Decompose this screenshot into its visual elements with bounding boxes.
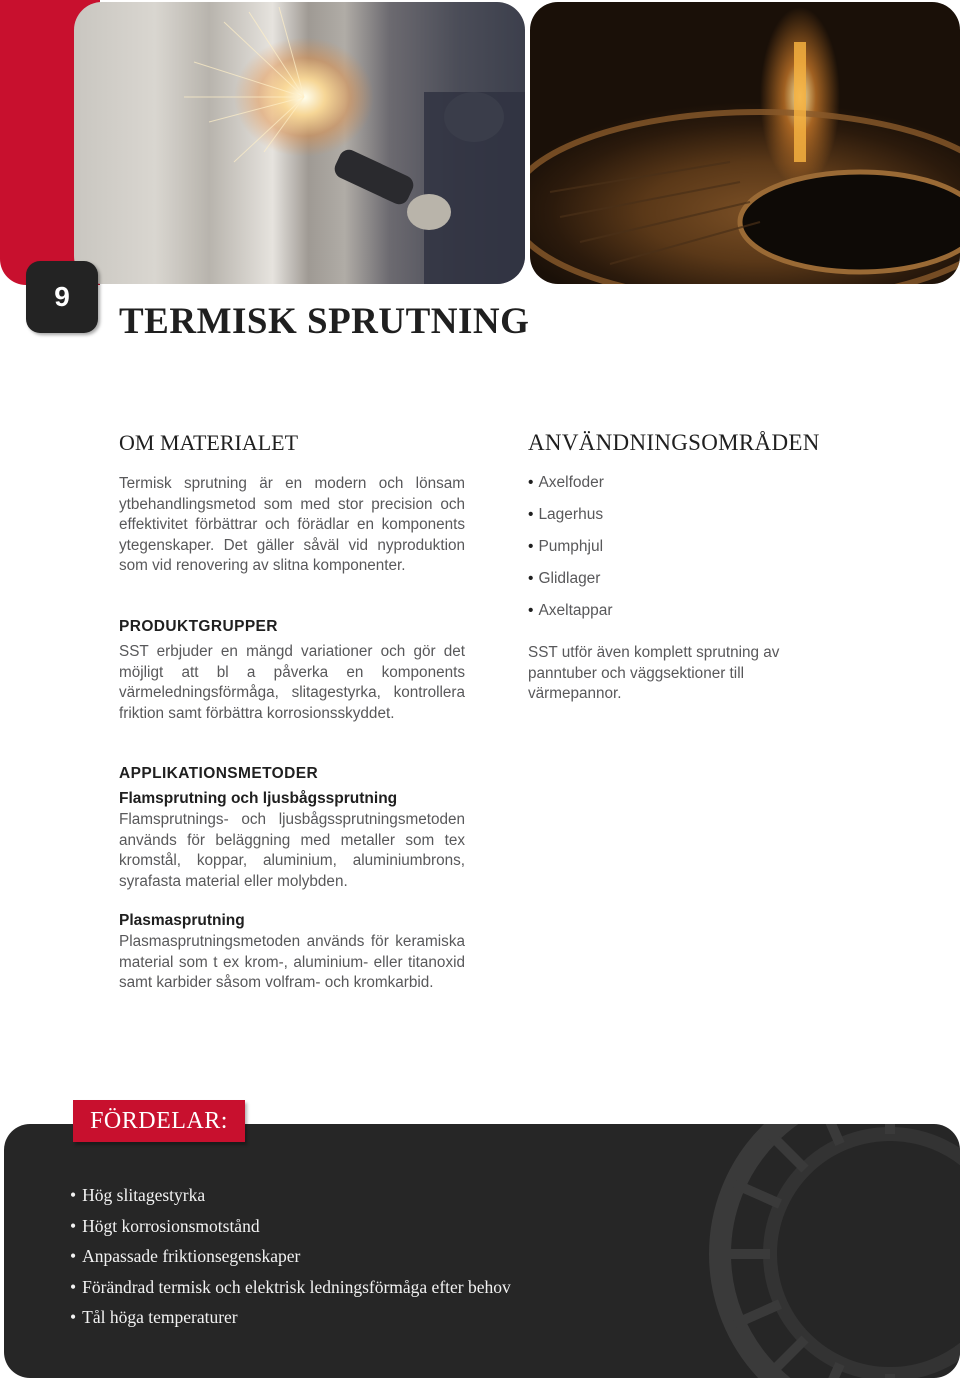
advantages-title: FÖRDELAR:	[90, 1107, 228, 1134]
flame-spraying-heading: Flamsprutning och ljusbågssprutning	[119, 790, 398, 807]
product-groups-paragraph: SST erbjuder en mängd variationer och gör det möjligt att bl a påverka en komponents värmeledningsförmåga, slitagestyrka, kontrollera friktion samt förbättra korrosionsskyddet.	[119, 643, 465, 722]
about-paragraph: Termisk sprutning är en modern och lönsam ytbehandlingsmetod som med stor precision och effektivitet förbättrar och förädlar en komponents ytegenskaper. Det gäller såväl vid nyproduktion som vid renovering av slitna komponenter.	[119, 475, 465, 575]
product-groups-heading: PRODUKTGRUPPER	[119, 618, 278, 635]
advantage-item: • Tål höga temperaturer	[70, 1306, 511, 1337]
plasma-spraying-paragraph: Plasmasprutningsmetoden används för keramiska material som t ex krom-, aluminium- eller titanoxid samt karbider såsom volfram- och kromkarbid.	[119, 933, 465, 992]
page-title: TERMISK SPRUTNING	[119, 301, 530, 342]
advantage-item: • Anpassade friktionsegenskaper	[70, 1245, 511, 1276]
advantages-title-tag	[73, 1100, 245, 1142]
advantage-item: • Högt korrosionsmotstånd	[70, 1215, 511, 1246]
usage-item: • Pumphjul	[528, 537, 858, 569]
usage-item: • Glidlager	[528, 569, 858, 601]
about-heading: OM MATERIALET	[119, 430, 299, 455]
advantage-item: • Hög slitagestyrka	[70, 1184, 511, 1215]
advantage-item: • Förändrad termisk och elektrisk ledningsförmåga efter behov	[70, 1276, 511, 1307]
usage-heading: ANVÄNDNINGSOMRÅDEN	[528, 430, 820, 455]
usage-list	[528, 473, 858, 633]
chapter-number-badge	[26, 261, 98, 333]
advantages-list	[70, 1184, 511, 1337]
photo-right-illustration	[530, 2, 960, 284]
usage-note: SST utför även komplett sprutning av panntuber och väggsektioner till värmepannor.	[528, 644, 780, 703]
usage-item: • Lagerhus	[528, 505, 858, 537]
usage-item: • Axeltappar	[528, 601, 858, 633]
thermal-spraying-photo	[74, 2, 525, 284]
usage-item: • Axelfoder	[528, 473, 858, 505]
methods-heading: APPLIKATIONSMETODER	[119, 765, 319, 782]
chapter-number: 9	[54, 281, 70, 312]
photo-left-illustration	[74, 2, 525, 284]
plasma-spraying-heading: Plasmasprutning	[119, 912, 245, 929]
flame-spraying-paragraph: Flamsprutnings- och ljusbågssprutningsmetoden används för beläggning med metaller som tex kromstål, koppar, aluminium, aluminiumbrons, syrafasta material eller molybden.	[119, 811, 465, 890]
wheel-decoration-icon	[700, 1124, 960, 1378]
spray-disc-photo	[530, 2, 960, 284]
